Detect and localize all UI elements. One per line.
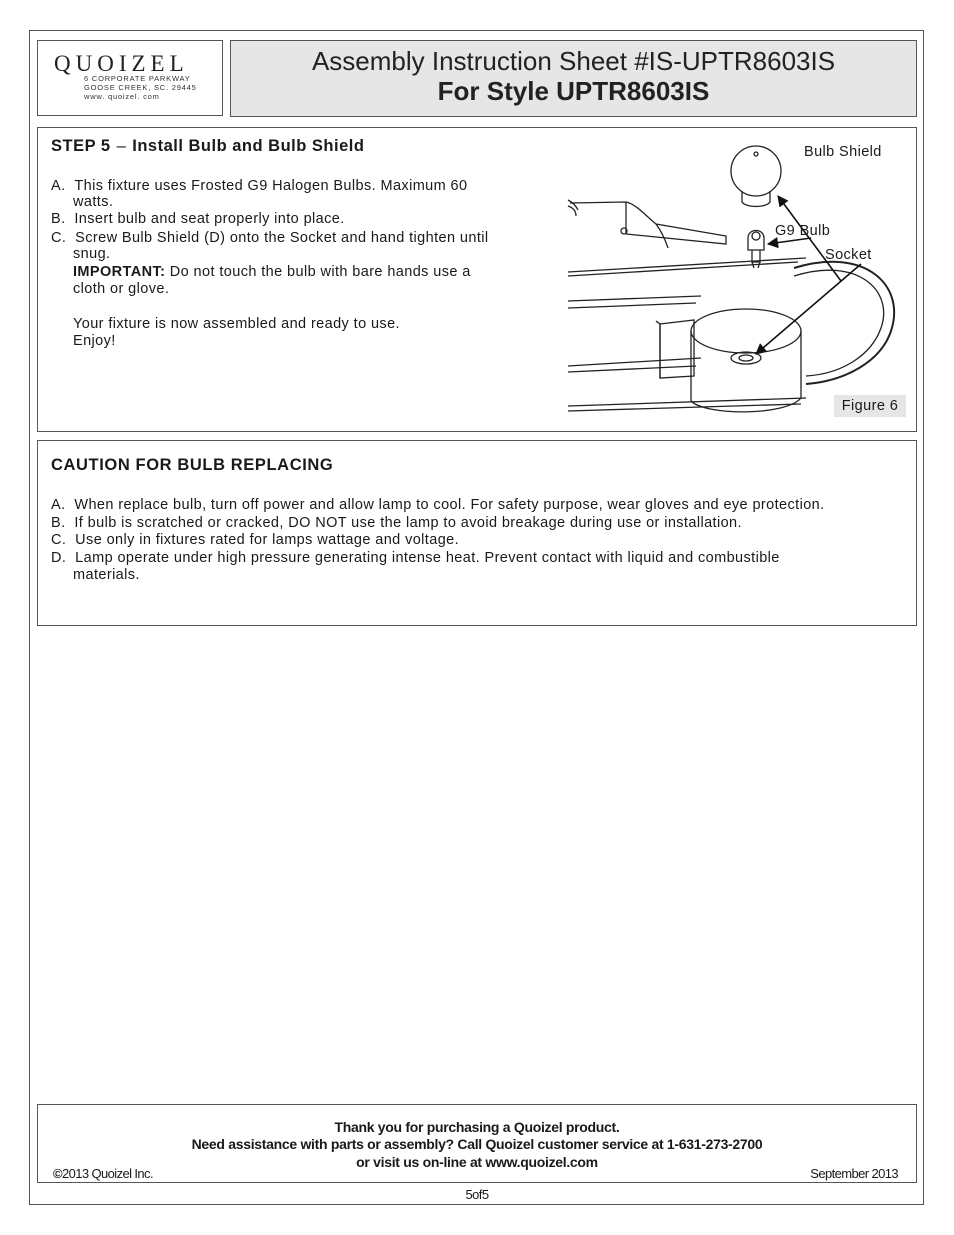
step-item-a-cont: watts.	[73, 194, 114, 210]
closing-line-1: Your fixture is now assembled and ready to use.	[73, 316, 400, 332]
logo-box	[37, 40, 223, 116]
step-separator: –	[116, 137, 127, 155]
title-box	[230, 40, 917, 117]
caution-heading: CAUTION FOR BULB REPLACING	[51, 456, 334, 474]
item-text: This fixture uses Frosted G9 Halogen Bulbs. Maximum 60	[74, 178, 468, 194]
figure-caption: Figure 6	[834, 395, 906, 417]
label-socket: Socket	[825, 247, 872, 263]
sheet-title: Assembly Instruction Sheet #IS-UPTR8603IS	[311, 46, 836, 76]
caution-section	[37, 440, 917, 626]
item-marker: B.	[51, 515, 66, 531]
label-g9-bulb: G9 Bulb	[775, 223, 831, 239]
step-number: STEP 5	[51, 137, 111, 155]
address-line-3: www. quoizel. com	[84, 92, 160, 101]
step-section	[37, 127, 917, 432]
caution-item-d-cont: materials.	[73, 567, 140, 583]
item-text: Use only in fixtures rated for lamps wattage and voltage.	[75, 532, 460, 548]
item-text: Insert bulb and seat properly into place.	[74, 211, 345, 227]
address-line-1: 6 CORPORATE PARKWAY	[84, 74, 191, 83]
caution-item-c	[51, 532, 459, 549]
closing-line-2: Enjoy!	[73, 333, 116, 349]
important-note	[73, 264, 471, 281]
figure-6-illustration	[566, 136, 916, 422]
footer-thanks: Thank you for purchasing a Quoizel product.	[334, 1119, 620, 1135]
step-item-c-cont: snug.	[73, 246, 111, 262]
item-marker: B.	[51, 211, 66, 227]
important-note-cont: cloth or glove.	[73, 281, 170, 297]
item-text: If bulb is scratched or cracked, DO NOT use the lamp to avoid breakage during use or installation.	[74, 515, 742, 531]
footer-assistance: Need assistance with parts or assembly? Call Quoizel customer service at 1-631-273-2700	[191, 1136, 763, 1152]
caution-item-a	[51, 497, 825, 514]
step-heading	[51, 137, 364, 156]
step-item-a	[51, 178, 467, 195]
step-item-b	[51, 211, 345, 228]
company-logo: QUOIZEL	[54, 51, 189, 76]
item-marker: C.	[51, 532, 67, 548]
caution-item-d	[51, 550, 780, 567]
footer-box	[37, 1104, 917, 1183]
important-label: IMPORTANT:	[73, 264, 166, 280]
style-title: For Style UPTR8603IS	[437, 76, 710, 106]
footer-copyright	[53, 1166, 153, 1181]
item-text: Lamp operate under high pressure generating intense heat. Prevent contact with liquid and combustible	[75, 550, 780, 566]
footer-website: or visit us on-line at www.quoizel.com	[356, 1154, 598, 1170]
copyright-text: 2013 Quoizel Inc.	[61, 1166, 153, 1181]
item-marker: D.	[51, 550, 67, 566]
item-text: When replace bulb, turn off power and allow lamp to cool. For safety purpose, wear gloves and eye protection.	[74, 497, 825, 513]
item-text: Screw Bulb Shield (D) onto the Socket and hand tighten until	[75, 230, 489, 246]
copyright-symbol: ©	[53, 1166, 62, 1181]
page-number: 5of5	[465, 1187, 489, 1202]
step-item-c	[51, 230, 489, 247]
caution-item-b	[51, 515, 742, 532]
item-marker: A.	[51, 497, 66, 513]
address-line-2: GOOSE CREEK, SC. 29445	[84, 83, 197, 92]
important-text: Do not touch the bulb with bare hands use a	[169, 264, 471, 280]
item-marker: A.	[51, 178, 66, 194]
step-title: Install Bulb and Bulb Shield	[132, 137, 365, 155]
item-marker: C.	[51, 230, 67, 246]
footer-date: September 2013	[810, 1166, 898, 1181]
company-address	[84, 74, 197, 101]
label-bulb-shield: Bulb Shield	[804, 144, 882, 160]
